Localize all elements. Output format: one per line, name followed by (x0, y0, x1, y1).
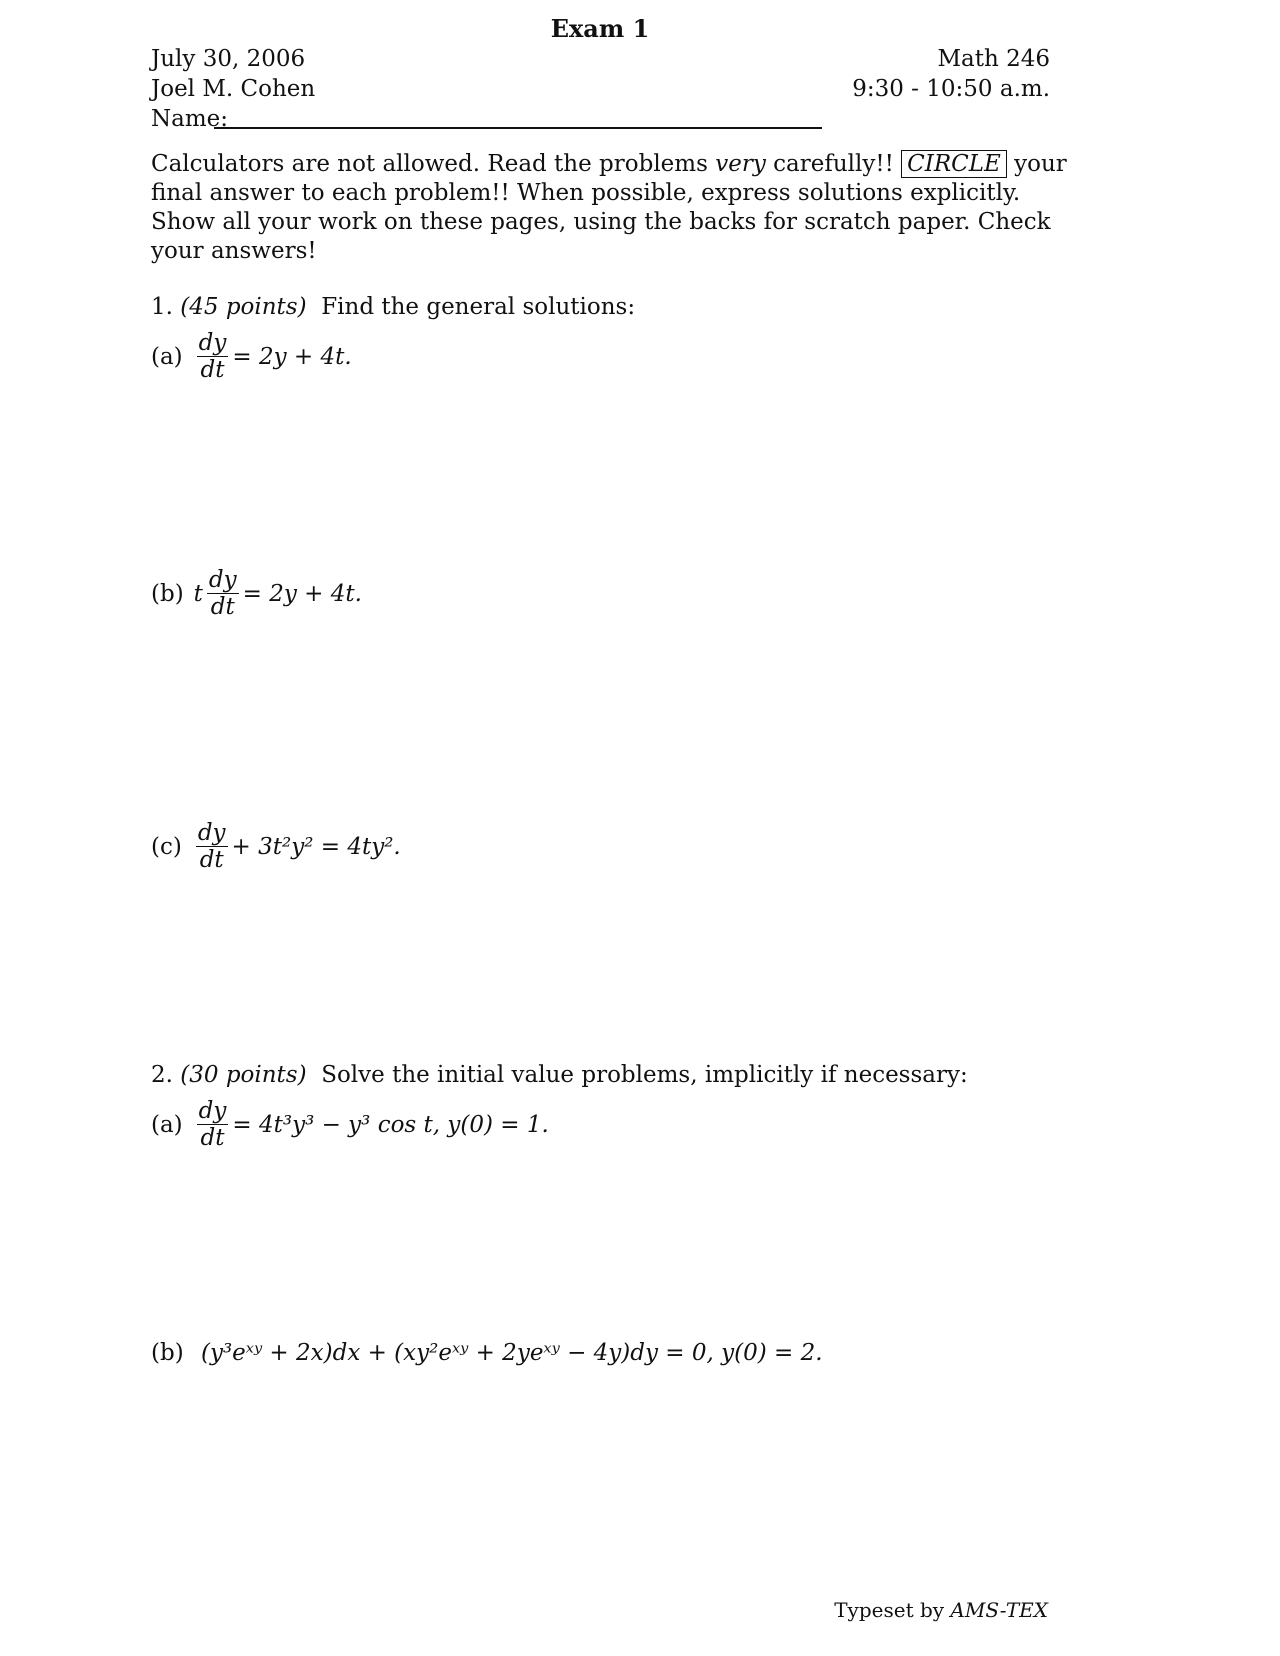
dy-dt-fraction (207, 567, 239, 620)
frac-denominator: dt (200, 1125, 225, 1151)
problem-1b-label: (b) (151, 580, 184, 607)
frac-numerator: dy (197, 820, 226, 846)
dy-dt-fraction (197, 330, 229, 383)
exam-date: July 30, 2006 (151, 46, 306, 72)
problem-2a (151, 1098, 549, 1151)
header-right (852, 44, 1050, 104)
problem-2a-rhs: = 4t³y³ − y³ cos t, y(0) = 1. (232, 1111, 549, 1138)
frac-denominator: dt (199, 847, 224, 873)
problem-1b-rhs: = 2y + 4t. (242, 580, 362, 607)
problem-2-number: 2. (151, 1062, 173, 1088)
problem-2-prompt: Solve the initial value problems, implicitly if necessary: (321, 1062, 968, 1088)
instructions-text-2: carefully!! (765, 151, 902, 177)
instructions (151, 150, 1081, 266)
typeset-footer (834, 1598, 1048, 1622)
frac-numerator: dy (198, 330, 227, 356)
problem-1a (151, 330, 352, 383)
name-blank-line (214, 127, 822, 129)
dy-dt-fraction (196, 820, 228, 873)
problem-1b (151, 567, 362, 620)
problem-1-prompt: Find the general solutions: (321, 294, 636, 320)
problem-1c-label: (c) (151, 833, 182, 860)
exam-time: 9:30 - 10:50 a.m. (852, 76, 1050, 102)
problem-2-points: (30 points) (180, 1062, 307, 1088)
author-name: Joel M. Cohen (151, 76, 316, 102)
header-left (151, 44, 315, 134)
problem-1-number: 1. (151, 294, 173, 320)
problem-1a-label: (a) (151, 343, 183, 370)
frac-numerator: dy (198, 1098, 227, 1124)
problem-2a-label: (a) (151, 1111, 183, 1138)
problem-1c-rhs: + 3t²y² = 4ty². (231, 833, 401, 860)
typeset-label: Typeset by (834, 1598, 951, 1622)
frac-denominator: dt (210, 594, 235, 620)
course-number: Math 246 (937, 46, 1050, 72)
frac-denominator: dt (200, 357, 225, 383)
frac-numerator: dy (208, 567, 237, 593)
problem-2b-equation: (y³eˣʸ + 2x)dx + (xy²eˣʸ + 2yeˣʸ − 4y)dy = 0, y(0) = 2. (200, 1340, 823, 1366)
t-coefficient: t (193, 580, 203, 607)
circle-boxed-word: CIRCLE (901, 150, 1007, 178)
page-title: Exam 1 (550, 14, 650, 43)
problem-1a-rhs: = 2y + 4t. (232, 343, 352, 370)
problem-1c (151, 820, 401, 873)
problem-1-heading (151, 294, 635, 320)
instructions-text-1: Calculators are not allowed. Read the problems (151, 151, 716, 177)
problem-2-heading (151, 1062, 968, 1088)
problem-2b (151, 1340, 823, 1366)
name-label: Name: (151, 106, 229, 132)
instructions-text-3: your final answer to each problem!! When possible, express solutions explicitly. Show all your work on these pages, using the backs for scratch paper. Check your answers! (151, 151, 1067, 264)
dy-dt-fraction (197, 1098, 229, 1151)
problem-2b-label: (b) (151, 1340, 184, 1366)
problem-1-points: (45 points) (180, 294, 307, 320)
instructions-emphasis: very (715, 151, 766, 177)
ams-tex-logo: AMS-TEX (950, 1598, 1048, 1622)
